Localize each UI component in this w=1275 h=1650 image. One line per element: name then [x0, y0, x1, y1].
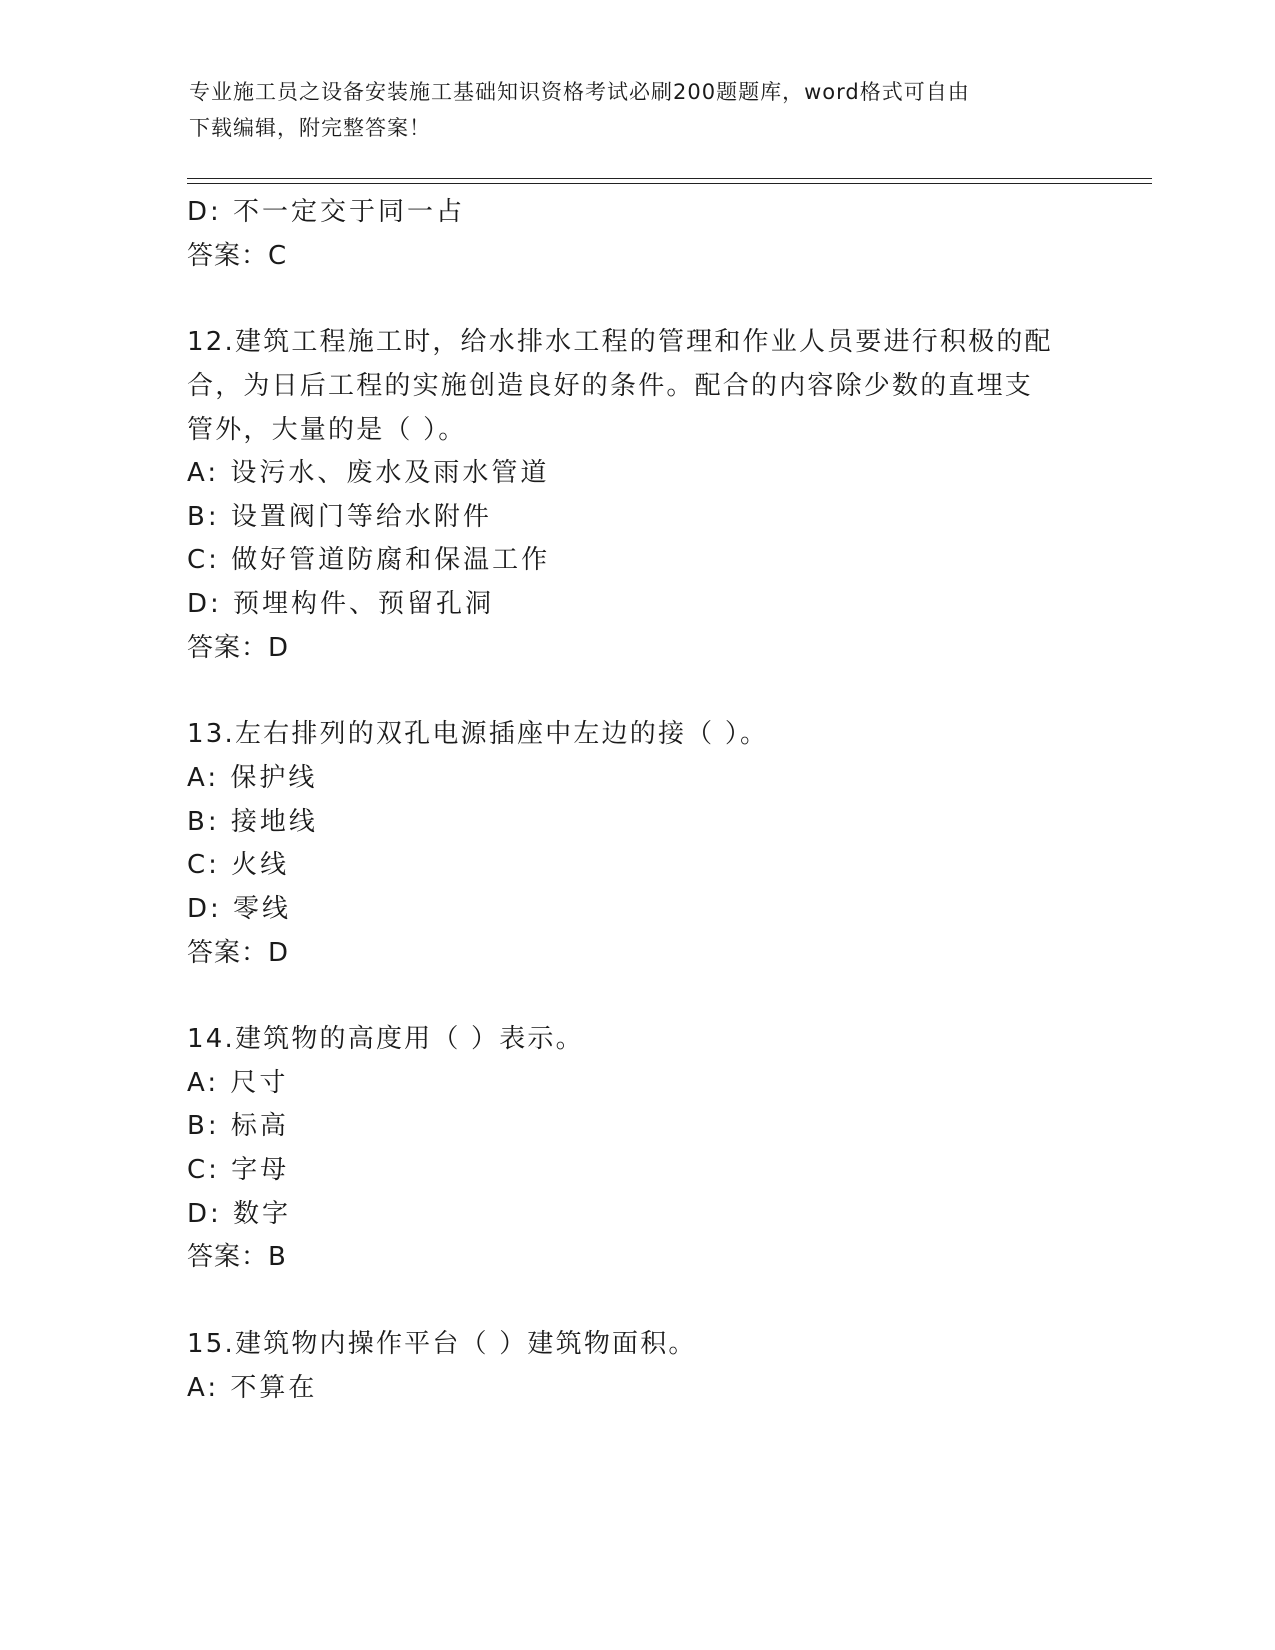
question-13-text: 13.左右排列的双孔电源插座中左边的接（ ）。: [187, 719, 769, 749]
header-divider-bottom: [187, 183, 1152, 184]
question-13-option-c: C: 火线: [187, 850, 290, 880]
question-12-option-b: B: 设置阀门等给水附件: [187, 502, 492, 532]
question-12-text-2: 合，为日后工程的实施创造良好的条件。配合的内容除少数的直埋支: [187, 371, 1034, 401]
question-14-option-b: B: 标高: [187, 1111, 289, 1141]
header-divider-top: [187, 178, 1152, 179]
header-line-2: 下载编辑，附完整答案！: [189, 116, 431, 140]
question-12-answer: 答案：D: [187, 633, 290, 663]
question-14-option-c: C: 字母: [187, 1155, 290, 1185]
question-15-text: 15.建筑物内操作平台（ ）建筑物面积。: [187, 1329, 697, 1359]
question-12-option-c: C: 做好管道防腐和保温工作: [187, 545, 551, 575]
question-14-option-d: D: 数字: [187, 1199, 292, 1229]
question-12-option-d: D: 预埋构件、预留孔洞: [187, 589, 495, 619]
question-13-answer: 答案：D: [187, 938, 290, 968]
document-header: [189, 74, 1089, 146]
question-13-option-a: A: 保护线: [187, 763, 318, 793]
question-14-text: 14.建筑物的高度用（ ）表示。: [187, 1024, 584, 1054]
question-12-option-a: A: 设污水、废水及雨水管道: [187, 458, 550, 488]
header-line-1: 专业施工员之设备安装施工基础知识资格考试必刷200题题库，word格式可自由: [189, 80, 970, 104]
question-12-text-3: 管外，大量的是（ ）。: [187, 415, 467, 445]
question-14-option-a: A: 尺寸: [187, 1068, 289, 1098]
option-d: D: 不一定交于同一占: [187, 197, 466, 227]
question-14-answer: 答案：B: [187, 1242, 287, 1272]
answer-line: 答案：C: [187, 241, 288, 271]
question-13-option-d: D: 零线: [187, 894, 292, 924]
question-15-option-a: A: 不算在: [187, 1373, 318, 1403]
question-13-option-b: B: 接地线: [187, 807, 318, 837]
question-12-text-1: 12.建筑工程施工时，给水排水工程的管理和作业人员要进行积极的配: [187, 327, 1053, 357]
